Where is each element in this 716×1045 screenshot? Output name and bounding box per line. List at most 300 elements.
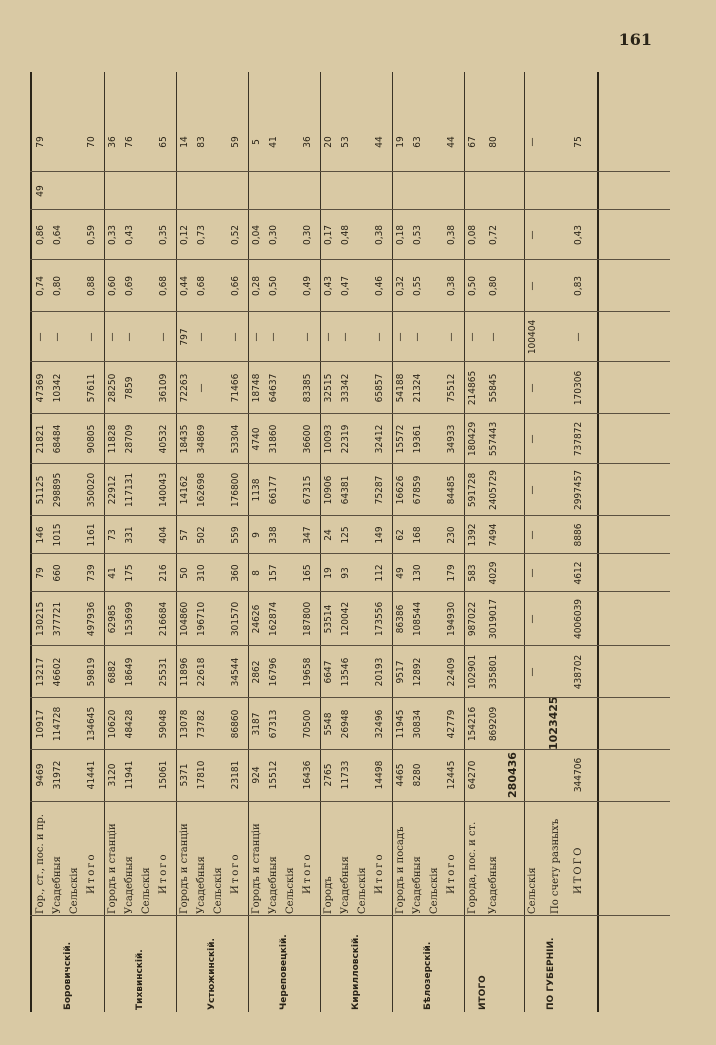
row-label: Городъ	[323, 876, 334, 914]
table-cell	[572, 698, 586, 750]
column-divider	[30, 645, 670, 646]
table-cell: 32496	[374, 709, 385, 739]
table-cell	[411, 172, 425, 210]
table-cell: 67313	[268, 709, 279, 739]
table-cell: 47369	[35, 373, 46, 403]
table-cell: 149	[374, 526, 385, 544]
table-cell: 80	[488, 136, 499, 148]
row-label: Сельскія	[69, 867, 80, 914]
district-name: Боровичскій.	[62, 941, 73, 1010]
table-cell	[356, 750, 370, 800]
table-cell: 214865	[467, 370, 478, 406]
table-cell: 100404	[527, 319, 538, 355]
table-cell: 114728	[52, 706, 63, 742]
table-cell: 0,53	[412, 224, 423, 246]
table-cell	[428, 362, 442, 414]
table-cell: 125	[340, 526, 351, 544]
table-cell: 120042	[340, 601, 351, 637]
table-cell: 86860	[230, 709, 241, 739]
table-cell: 71466	[230, 373, 241, 403]
table-cell: 84485	[446, 475, 457, 505]
table-cell: 230	[446, 526, 457, 544]
table-cell	[212, 516, 226, 554]
table-cell: 924	[251, 766, 262, 784]
table-cell: 59048	[158, 709, 169, 739]
table-cell	[549, 646, 563, 698]
row-label: Усадебныя	[412, 856, 423, 914]
table-cell: 48428	[124, 709, 135, 739]
table-cell: 11733	[340, 760, 351, 790]
table-cell: 134645	[86, 706, 97, 742]
table-cell	[428, 646, 442, 698]
table-cell	[284, 112, 298, 172]
table-cell: 344706	[573, 757, 584, 793]
table-cell: 15572	[395, 424, 406, 454]
table-cell: 32515	[323, 373, 334, 403]
table-cell	[549, 260, 563, 312]
page-number: 161	[618, 30, 652, 49]
table-cell	[212, 646, 226, 698]
row-divider	[524, 72, 525, 1012]
row-divider	[248, 72, 249, 1012]
table-cell: 102901	[467, 654, 478, 690]
table-cell: 117131	[124, 472, 135, 508]
table-cell: 216	[158, 564, 169, 582]
table-cell: 0,35	[158, 224, 169, 246]
table-cell: 196710	[196, 601, 207, 637]
table-cell: 36	[302, 136, 313, 148]
merged-total-cell: 1023425	[547, 696, 560, 750]
table-cell: 187800	[302, 601, 313, 637]
column-divider	[30, 311, 670, 312]
row-label: Итого	[302, 852, 313, 894]
table-cell: 31860	[268, 424, 279, 454]
column-divider	[30, 801, 670, 802]
table-cell: —	[467, 332, 478, 342]
table-cell	[428, 750, 442, 800]
table-cell: 0,68	[196, 275, 207, 297]
table-cell	[356, 210, 370, 260]
table-cell	[106, 172, 120, 210]
table-cell: 21821	[35, 424, 46, 454]
table-cell: 73782	[196, 709, 207, 739]
table-cell: 24	[323, 529, 334, 541]
table-cell: 65	[158, 136, 169, 148]
table-cell: 75287	[374, 475, 385, 505]
table-cell: —	[527, 434, 538, 444]
table-cell: 23181	[230, 760, 241, 790]
table-cell: 11945	[395, 709, 406, 739]
table-cell	[123, 172, 137, 210]
table-cell: 57	[179, 529, 190, 541]
table-cell	[428, 172, 442, 210]
row-label: Города, пос. и ст.	[467, 821, 478, 914]
table-cell: 19	[323, 567, 334, 579]
table-cell	[140, 698, 154, 750]
table-cell: 0,30	[302, 224, 313, 246]
table-cell: 19658	[302, 657, 313, 687]
table-cell	[68, 362, 82, 414]
table-cell: —	[488, 332, 499, 342]
table-cell: 4612	[573, 561, 584, 585]
table-cell: 0,88	[86, 275, 97, 297]
row-label: Усадебныя	[340, 856, 351, 914]
column-divider	[30, 515, 670, 516]
table-cell	[445, 172, 459, 210]
table-cell: 497936	[86, 601, 97, 637]
column-divider	[30, 553, 670, 554]
table-cell: 31972	[52, 760, 63, 790]
merged-total-cell: 280436	[506, 752, 519, 798]
table-cell: 0,60	[107, 275, 118, 297]
table-cell	[356, 112, 370, 172]
table-cell: 13078	[179, 709, 190, 739]
district-name: ПО ГУБЕРНІИ.	[546, 937, 556, 1010]
table-cell: 16796	[268, 657, 279, 687]
table-cell: 0,48	[340, 224, 351, 246]
table-cell	[428, 112, 442, 172]
table-cell: 7859	[124, 376, 135, 400]
table-cell: 93	[340, 567, 351, 579]
table-cell: 0,38	[446, 224, 457, 246]
table-cell: 1392	[467, 523, 478, 547]
table-cell	[549, 312, 563, 362]
table-cell: 12892	[412, 657, 423, 687]
table-cell: 10093	[323, 424, 334, 454]
table-cell: 64637	[268, 373, 279, 403]
table-cell	[68, 414, 82, 464]
table-cell: 36	[107, 136, 118, 148]
table-cell: 338	[268, 526, 279, 544]
table-cell: —	[374, 332, 385, 342]
row-label: Усадебныя	[196, 856, 207, 914]
row-label: Итого	[158, 852, 169, 894]
table-cell: 32412	[374, 424, 385, 454]
table-cell: 22912	[107, 475, 118, 505]
row-label: Сельскія	[285, 867, 296, 914]
table-cell: 34544	[230, 657, 241, 687]
table-cell: 33342	[340, 373, 351, 403]
table-cell: 140043	[158, 472, 169, 508]
table-cell: 350020	[86, 472, 97, 508]
table-cell: 10917	[35, 709, 46, 739]
table-cell: 18649	[124, 657, 135, 687]
table-cell: 3187	[251, 712, 262, 736]
table-cell: 15512	[268, 760, 279, 790]
table-cell	[428, 312, 442, 362]
table-cell	[68, 646, 82, 698]
table-cell: 13217	[35, 657, 46, 687]
row-label: Городъ и станціи	[179, 823, 190, 914]
table-cell: 11941	[124, 760, 135, 790]
table-cell: —	[107, 332, 118, 342]
row-label: Итого	[374, 852, 385, 894]
table-cell: 36600	[302, 424, 313, 454]
table-cell	[212, 698, 226, 750]
table-cell: 22618	[196, 657, 207, 687]
table-cell	[356, 554, 370, 592]
table-cell: 377721	[52, 601, 63, 637]
table-cell	[284, 750, 298, 800]
district-name: Устюжинскій.	[206, 938, 217, 1010]
table-cell: 22409	[446, 657, 457, 687]
table-cell	[284, 464, 298, 516]
table-cell: 50	[179, 567, 190, 579]
table-cell: 73	[107, 529, 118, 541]
table-cell: 0,33	[107, 224, 118, 246]
table-cell: 0,83	[573, 275, 584, 297]
district-name: Кирилловскій.	[350, 934, 361, 1010]
table-cell: 18748	[251, 373, 262, 403]
table-cell	[140, 464, 154, 516]
table-cell: 42779	[446, 709, 457, 739]
column-divider	[30, 697, 670, 698]
table-cell	[549, 112, 563, 172]
row-label: ИТОГО	[573, 845, 584, 894]
table-cell	[428, 414, 442, 464]
table-cell	[212, 414, 226, 464]
table-cell: 502	[196, 526, 207, 544]
table-cell: —	[230, 332, 241, 342]
table-cell	[178, 172, 192, 210]
table-cell: 70500	[302, 709, 313, 739]
table-cell	[212, 592, 226, 646]
row-divider	[104, 72, 105, 1012]
row-label: Итого	[86, 852, 97, 894]
table-cell: 18435	[179, 424, 190, 454]
table-cell: 157	[268, 564, 279, 582]
table-cell: 0,43	[124, 224, 135, 246]
table-cell	[68, 464, 82, 516]
table-cell	[572, 172, 586, 210]
table-cell: 0,43	[573, 224, 584, 246]
table-cell	[549, 362, 563, 414]
table-cell: 20	[323, 136, 334, 148]
table-cell: 14498	[374, 760, 385, 790]
table-cell: 0,74	[35, 275, 46, 297]
table-cell: 4740	[251, 427, 262, 451]
table-cell: 0,52	[230, 224, 241, 246]
table-cell	[51, 112, 65, 172]
table-cell: 559	[230, 526, 241, 544]
table-cell: —	[323, 332, 334, 342]
table-cell: 16436	[302, 760, 313, 790]
row-label: Итого	[230, 852, 241, 894]
table-cell: 54188	[395, 373, 406, 403]
table-cell	[212, 172, 226, 210]
table-cell: —	[527, 137, 538, 147]
row-label: Городъ и посадъ	[395, 826, 406, 914]
table-cell: 5	[251, 139, 262, 145]
table-cell	[284, 646, 298, 698]
table-cell	[487, 172, 501, 210]
table-cell: 176800	[230, 472, 241, 508]
column-divider	[30, 591, 670, 592]
table-cell: 46602	[52, 657, 63, 687]
table-cell: 22319	[340, 424, 351, 454]
table-cell	[322, 172, 336, 210]
table-cell: 0,69	[124, 275, 135, 297]
table-cell: —	[302, 332, 313, 342]
table-cell: 737872	[573, 421, 584, 457]
table-cell: —	[340, 332, 351, 342]
table-cell	[140, 592, 154, 646]
table-cell	[284, 210, 298, 260]
table-cell: 41441	[86, 760, 97, 790]
table-cell: —	[527, 568, 538, 578]
table-cell: 112	[374, 564, 385, 582]
table-cell: 86386	[395, 604, 406, 634]
table-cell: 0,64	[52, 224, 63, 246]
table-cell: 79	[35, 136, 46, 148]
table-cell: 0,59	[86, 224, 97, 246]
table-cell: —	[268, 332, 279, 342]
row-divider	[392, 72, 393, 1012]
table-cell: 14162	[179, 475, 190, 505]
table-cell	[356, 414, 370, 464]
table-cell	[212, 362, 226, 414]
table-cell: 51125	[35, 475, 46, 505]
table-cell: —	[573, 332, 584, 342]
table-cell	[394, 172, 408, 210]
column-divider	[30, 749, 670, 750]
table-cell: 360	[230, 564, 241, 582]
table-cell: —	[527, 667, 538, 677]
table-cell	[549, 750, 563, 800]
table-cell: —	[527, 614, 538, 624]
table-cell: 987022	[467, 601, 478, 637]
table-cell: 3120	[107, 763, 118, 787]
table-cell: 173556	[374, 601, 385, 637]
table-cell: 0,73	[196, 224, 207, 246]
table-cell: 2765	[323, 763, 334, 787]
table-cell: 13546	[340, 657, 351, 687]
table-cell	[68, 554, 82, 592]
table-cell: 16626	[395, 475, 406, 505]
table-cell: 17810	[196, 760, 207, 790]
table-cell: 90805	[86, 424, 97, 454]
table-cell: —	[86, 332, 97, 342]
table-cell	[284, 362, 298, 414]
table-cell	[68, 112, 82, 172]
table-cell	[356, 362, 370, 414]
table-cell	[549, 414, 563, 464]
table-cell: 0,68	[158, 275, 169, 297]
column-divider	[30, 171, 670, 172]
table-cell: 0,50	[467, 275, 478, 297]
table-cell: 41	[268, 136, 279, 148]
table-cell: 0,46	[374, 275, 385, 297]
table-cell: —	[395, 332, 406, 342]
table-cell	[195, 172, 209, 210]
table-cell	[140, 554, 154, 592]
table-cell	[212, 112, 226, 172]
table-cell	[428, 464, 442, 516]
table-cell	[140, 646, 154, 698]
table-cell: 79	[35, 567, 46, 579]
table-cell	[549, 172, 563, 210]
table-cell: 130	[412, 564, 423, 582]
table-cell: 0,32	[395, 275, 406, 297]
table-cell: 146	[35, 526, 46, 544]
table-cell	[85, 172, 99, 210]
table-cell: 65857	[374, 373, 385, 403]
table-cell: 6882	[107, 660, 118, 684]
table-cell: 68484	[52, 424, 63, 454]
table-cell: 67859	[412, 475, 423, 505]
table-cell: 21324	[412, 373, 423, 403]
column-divider	[30, 915, 670, 916]
table-cell: 9469	[35, 763, 46, 787]
table-cell: 59819	[86, 657, 97, 687]
table-cell	[301, 172, 315, 210]
table-cell: 0,66	[230, 275, 241, 297]
table-cell: 2862	[251, 660, 262, 684]
row-label: Усадебныя	[124, 856, 135, 914]
table-cell: 0,47	[340, 275, 351, 297]
table-cell	[356, 312, 370, 362]
row-label: Усадебныя	[268, 856, 279, 914]
table-cell: 0,12	[179, 224, 190, 246]
table-cell: —	[412, 332, 423, 342]
row-label: Усадебныя	[488, 856, 499, 914]
table-cell: 0,43	[323, 275, 334, 297]
table-cell: 64381	[340, 475, 351, 505]
column-divider	[30, 413, 670, 414]
table-cell	[212, 750, 226, 800]
table-cell	[212, 312, 226, 362]
table-cell: 1138	[251, 478, 262, 502]
table-cell: 179	[446, 564, 457, 582]
district-name: Тихвинскій.	[134, 949, 145, 1010]
table-cell	[284, 312, 298, 362]
table-cell: 62985	[107, 604, 118, 634]
table-cell: 70	[86, 136, 97, 148]
table-cell: 2405729	[488, 469, 499, 511]
table-cell	[356, 260, 370, 312]
table-cell: —	[158, 332, 169, 342]
table-cell: 0,30	[268, 224, 279, 246]
table-cell: 4029	[488, 561, 499, 585]
table-cell	[267, 172, 281, 210]
table-cell: 0,49	[302, 275, 313, 297]
table-cell	[250, 172, 264, 210]
table-cell	[526, 172, 540, 210]
table-cell: 168	[412, 526, 423, 544]
table-cell: 49	[35, 185, 46, 197]
table-cell: —	[527, 530, 538, 540]
table-cell	[157, 172, 171, 210]
table-cell: —	[527, 230, 538, 240]
table-cell: 34869	[196, 424, 207, 454]
table-cell: 5371	[179, 763, 190, 787]
table-cell: 9	[251, 532, 262, 538]
table-cell	[140, 414, 154, 464]
row-divider	[30, 72, 32, 1012]
row-divider	[464, 72, 465, 1012]
table-cell: 331	[124, 526, 135, 544]
table-cell: 869209	[488, 706, 499, 742]
row-divider	[176, 72, 177, 1012]
table-cell	[428, 592, 442, 646]
table-cell: 583	[467, 564, 478, 582]
table-cell: 19361	[412, 424, 423, 454]
table-cell: —	[196, 383, 207, 393]
table-cell	[68, 516, 82, 554]
table-cell	[68, 260, 82, 312]
table-cell: 153699	[124, 601, 135, 637]
table-cell: 59	[230, 136, 241, 148]
